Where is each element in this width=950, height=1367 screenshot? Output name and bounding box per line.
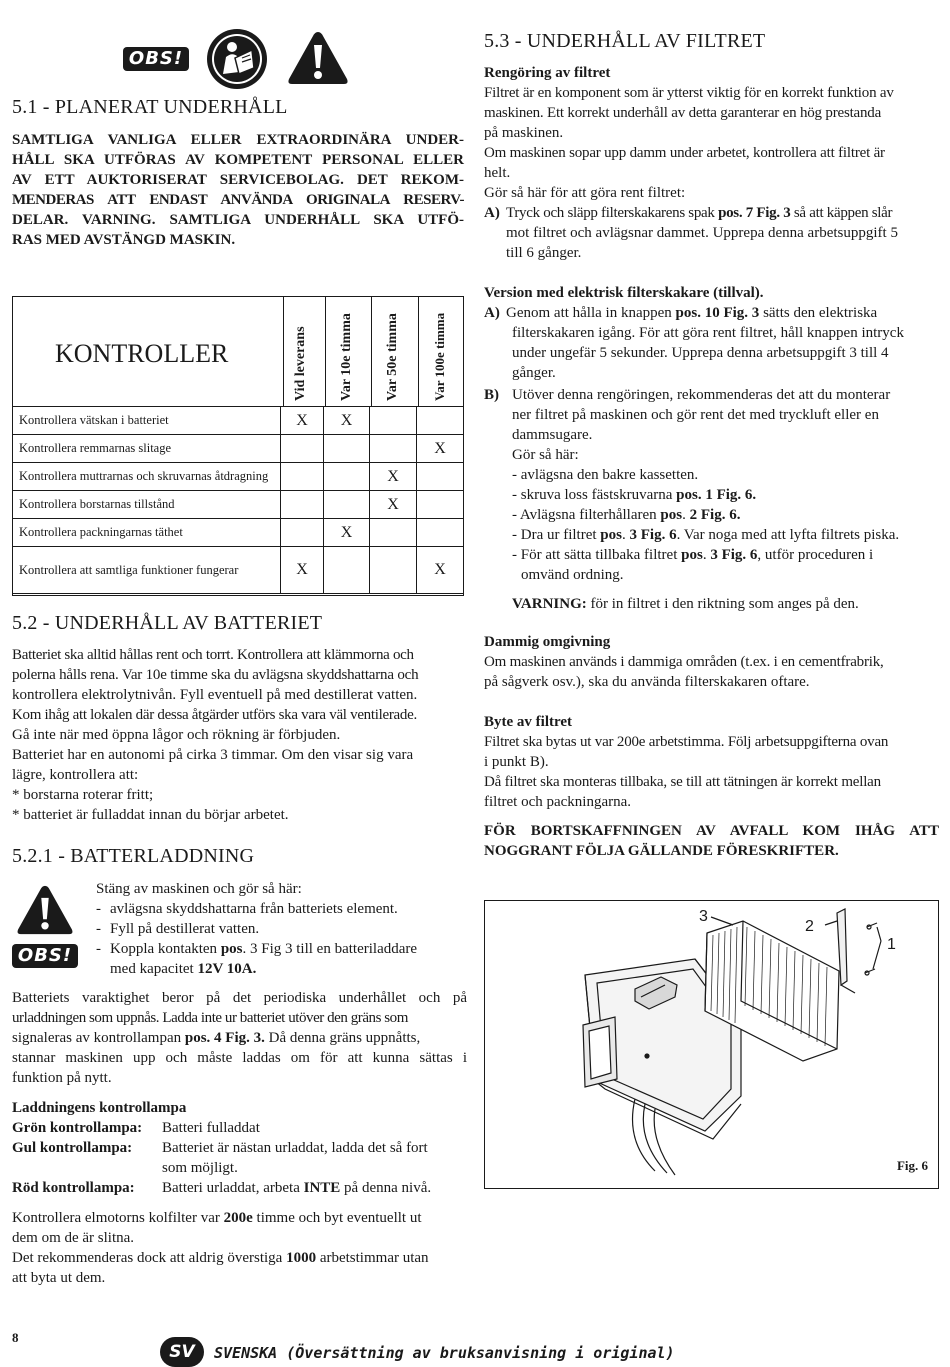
filter-exploded-drawing [485,901,938,1188]
cell: X [281,547,324,594]
page-number: 8 [12,1330,19,1345]
cell [417,407,464,435]
obs-badge: OBS! [12,944,78,968]
cell [324,491,370,519]
list-item-cont: ner filtret på maskinen och gör rent det med tryckluft eller en [512,407,879,423]
list-item-cont: under ungefär 5 sekunder. Upprepa denna arbetsuppgift 3 till 4 [512,345,889,361]
list-item: B) Utöver denna rengöringen, rekommenderas det att du monterar [484,387,891,403]
cell: X [417,547,464,594]
cell [324,463,370,491]
caps-line: DELAR. VARNING. SAMTLIGA UNDERHÅLL SKA UTFÖ- [12,212,464,228]
text-line: Batteriets varaktighet beror på det periodiska underhållet och på [12,990,467,1006]
caps-line: NOGGRANT FÖLJA GÄLLANDE FÖRESKRIFTER. [484,843,839,859]
table-title: KONTROLLER [55,339,229,368]
obs-badge: OBS! [123,47,189,71]
fig-label-1: 1 [887,936,896,953]
cell: X [281,407,324,435]
charging-paragraph [12,988,467,1088]
text-line: Filtret är en komponent som är ytterst viktig för en korrekt funktion av [484,85,894,101]
text-line: funktion på nytt. [12,1070,112,1086]
list-item: A) Tryck och släpp filterskakarens spak pos. 7 Fig. 3 så att käppen slår [484,205,893,221]
row-label: Kontrollera att samtliga funktioner fungerar [13,547,281,594]
caps-line: RAS MED AVSTÄNGD MASKIN. [12,232,236,248]
read-manual-icon [206,28,268,90]
dash-item: - Dra ur filtret pos. 3 Fig. 6. Var noga med att lyfta filtrets piska. [512,527,900,543]
list-item: A) Genom att hålla in knappen pos. 10 Fig. 3 sätts den elektriska [484,305,878,321]
subheading: Byte av filtret [484,714,573,730]
dash-item: - För att sätta tillbaka filtret pos. 3 Fig. 6, utför proceduren i [512,547,874,563]
figure-6 [484,900,939,1189]
electric-shaker-section [484,283,939,614]
list-item-cont: Gör så här: [512,447,579,463]
list-item: - Fyll på destillerat vatten. [96,921,260,937]
text-line: * borstarna roterar fritt; [12,787,154,803]
table-row [13,463,464,491]
text-line: helt. [484,165,511,181]
cell [281,519,324,547]
text-line: Kom ihåg att lokalen där dessa åtgärder utförs ska vara väl ventilerade. [12,707,417,723]
caps-line: SAMTLIGA VANLIGA ELLER EXTRAORDINÄRA UNDER- [12,132,464,148]
disposal-note [484,821,939,861]
list-item-cont: med kapacitet 12V 10A. [110,961,257,977]
text-line: Om maskinen används i dammiga områden (t.ex. i en cementfrabrik, [484,654,884,670]
list-item: - avlägsna skyddshattarna från batteriets element. [96,901,398,917]
cell [281,491,324,519]
lamp-row: Gul kontrollampa: Batteriet är nästan urladdat, ladda det så fort som möjligt. [12,1140,428,1176]
table-row [13,435,464,463]
cell [370,547,417,594]
column-header: Var 50e timma [385,313,400,401]
lamp-title: Laddningens kontrollampa [12,1100,187,1116]
lamp-row: Röd kontrollampa: Batteri urladdat, arbeta INTE på denna nivå. [12,1180,432,1196]
caps-line: MENDERAS ATT ENDAST ANVÄNDA ORIGINALA RESERV- [12,192,464,208]
caps-line: HÅLL SKA UTFÖRAS AV KOMPETENT PERSONAL ELLER [12,152,464,168]
row-label: Kontrollera packningarnas täthet [13,519,281,547]
cell [417,463,464,491]
text-line: Om maskinen sopar upp damm under arbetet, kontrollera att filtret är [484,145,885,161]
subheading: Dammig omgivning [484,634,611,650]
section-5-2-title: 5.2 - UNDERHÅLL AV BATTERIET [12,612,323,634]
cell: X [324,519,370,547]
list-item-cont: gånger. [512,365,556,381]
text-line: Filtret ska bytas ut var 200e arbetstimma. Följ arbetsuppgifterna ovan [484,734,889,750]
text-line: Batteriet ska alltid hållas rent och torrt. Kontrollera att klämmorna och [12,647,414,663]
section-5-3-title: 5.3 - UNDERHÅLL AV FILTRET [484,30,766,52]
text-line: * batteriet är fulladdat innan du börjar arbetet. [12,807,289,823]
row-label: Kontrollera remmarnas slitage [13,435,281,463]
warning-icon [14,884,76,936]
text-line: dem om de är slitna. [12,1230,135,1246]
cell: X [324,407,370,435]
filter-replacement [484,712,939,812]
table-row [13,407,464,435]
table-row [13,547,464,594]
cell [417,519,464,547]
text-line: lägre, kontrollera att: [12,767,139,783]
cell: X [417,435,464,463]
text-line: Det rekommenderas dock att aldrig överstiga 1000 arbetstimmar utan [12,1250,429,1266]
list-item-cont: mot filtret och avlägsnar dammet. Upprepa denna arbetsuppgift 5 [506,225,898,241]
cell [281,463,324,491]
column-header: Vid leverans [293,326,308,401]
section-5-2-1-title: 5.2.1 - BATTERLADDNING [12,845,255,867]
text-line: på maskinen. [484,125,564,141]
table-row [13,519,464,547]
section-5-3-body [484,63,939,263]
table-body [12,406,464,594]
lamp-section [12,1098,467,1198]
fig-label-2: 2 [805,918,814,935]
cell [370,519,417,547]
subheading: Rengöring av filtret [484,65,611,81]
list-item: - Koppla kontakten pos. 3 Fig 3 till en batteriladdare [96,941,418,957]
text-line: att byta ut dem. [12,1270,106,1286]
dusty-environment [484,632,939,692]
list-item-cont: dammsugare. [512,427,593,443]
column-header: Var 100e timma [432,312,447,401]
motor-paragraph [12,1208,467,1288]
cell: X [370,463,417,491]
footer-text: SVENSKA (Översättning av bruksanvisning i original) [214,1344,675,1362]
language-badge: SV [160,1337,204,1367]
table-row [13,491,464,519]
cell [370,407,417,435]
text-line: Batteriet har en autonomi på cirka 3 timmar. Om den visar sig vara [12,747,414,763]
text-line: urladdningen som uppnås. Ladda inte ur batteriet utöver den gräns som [12,1010,408,1026]
maintenance-table [12,296,464,596]
text-line: Gå inte när med öppna lågor och rökning är förbjuden. [12,727,341,743]
text-line: polerna hålls rena. Var 10e timme ska du avlägsna skyddshattarna och [12,667,419,683]
warning-text: VARNING: för in filtret i den riktning som anges på den. [512,596,859,612]
figure-caption: Fig. 6 [896,1158,928,1173]
fig-label-3: 3 [699,908,708,925]
cell: X [370,491,417,519]
list-item-cont: filterskakaren igång. För att göra rent filtret, håll knappen intryck [512,325,904,341]
cell [370,435,417,463]
text-line: på sågverk osv.), ska du använda filterskakaren oftare. [484,674,810,690]
text-line: signaleras av kontrollampan pos. 4 Fig. 3. Då denna gräns uppnåtts, [12,1030,421,1046]
dash-item: - avlägsna den bakre kassetten. [512,467,699,483]
row-label: Kontrollera muttrarnas och skruvarnas åtdragning [13,463,281,491]
text-line: filtret och packningarna. [484,794,632,810]
text-line: i punkt B). [484,754,549,770]
caps-line: AV ETT AUKTORISERAT SERVICEBOLAG. DET REKOM- [12,172,464,188]
text-line: Kontrollera elmotorns kolfilter var 200e timme och byt eventuellt ut [12,1210,422,1226]
dash-item: omvänd ordning. [521,567,624,583]
table-header [13,297,463,407]
cell [281,435,324,463]
text-line: Gör så här för att göra rent filtret: [484,185,686,201]
dash-item: - skruva loss fästskruvarna pos. 1 Fig. 6. [512,487,757,503]
cell [324,547,370,594]
cell [324,435,370,463]
caps-line: FÖR BORTSKAFFNINGEN AV AVFALL KOM IHÅG ATT [484,823,939,839]
dash-item: - Avlägsna filterhållaren pos. 2 Fig. 6. [512,507,741,523]
section-5-1-text [12,130,464,250]
warning-icon [287,30,349,86]
text-line: Då filtret ska monteras tillbaka, se till att tätningen är korrekt mellan [484,774,881,790]
column-header: Var 10e timma [339,313,354,401]
list-item-cont: till 6 gånger. [506,245,582,261]
row-label: Kontrollera borstarnas tillstånd [13,491,281,519]
lamp-row: Grön kontrollampa: Batteri fulladdat [12,1120,260,1136]
subheading: Version med elektrisk filterskakare (tillval). [484,285,764,301]
charging-steps [96,879,466,979]
section-5-2-text [12,645,467,825]
section-5-1-title: 5.1 - PLANERAT UNDERHÅLL [12,96,288,118]
text-line: kontrollera elektrolytnivån. Fyll eventuell på med destillerat vatten. [12,687,418,703]
text-line: stannar maskinen upp och måste laddas om för att kunna sättas i [12,1050,467,1066]
text-line: Stäng av maskinen och gör så här: [96,881,302,897]
text-line: maskinen. Ett korrekt underhåll av detta garanterar en hög prestanda [484,105,882,121]
row-label: Kontrollera vätskan i batteriet [13,407,281,435]
cell [417,491,464,519]
